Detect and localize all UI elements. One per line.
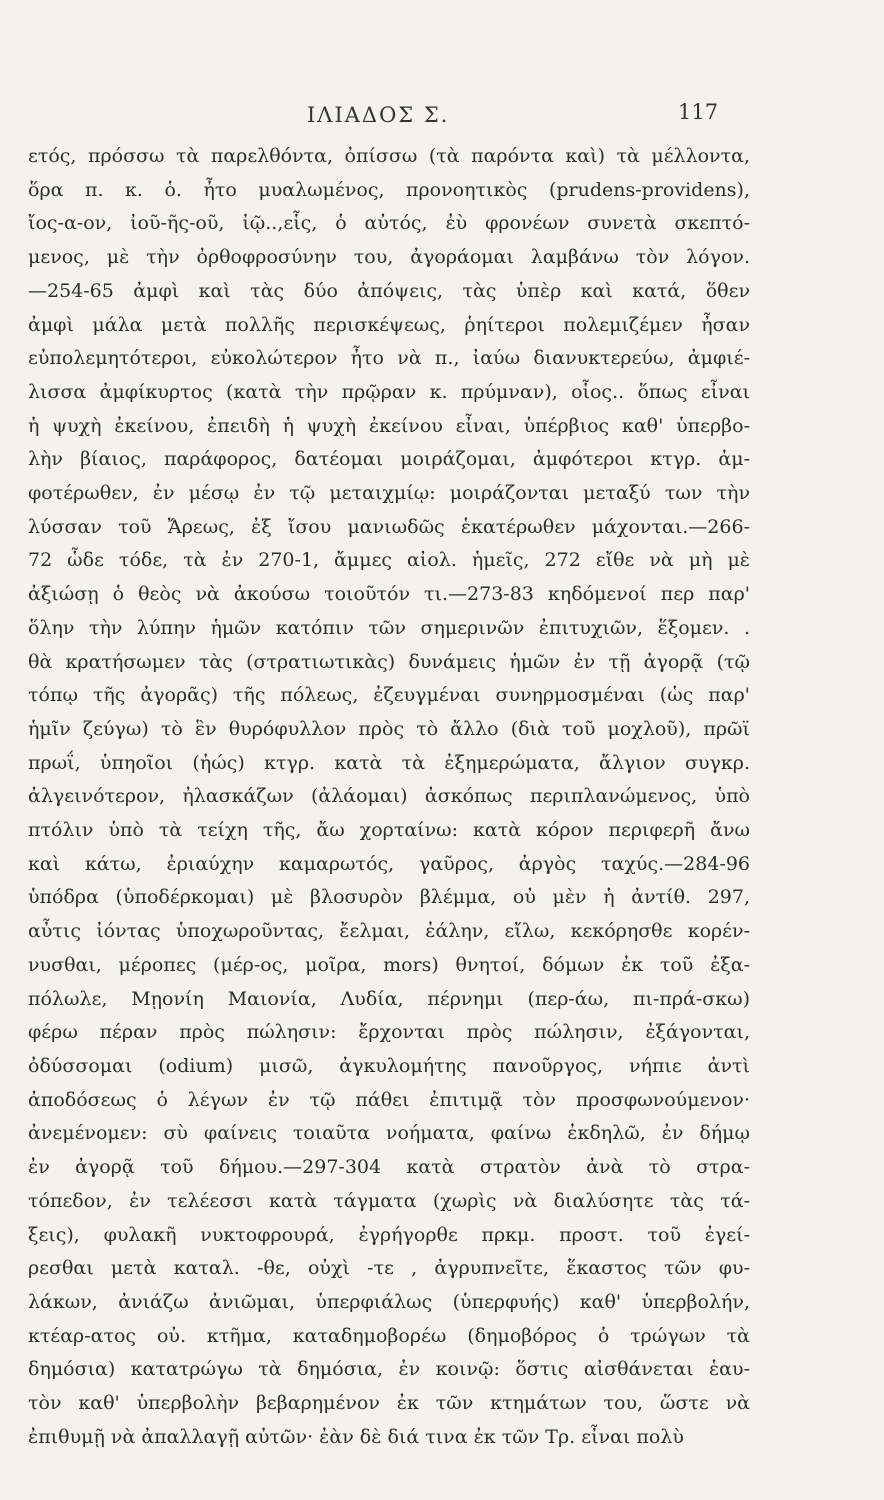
page-number: 117 (678, 100, 719, 124)
text-line: πτόλιν ὑπὸ τὰ τείχη τῆς, ἄω χορταίνω: κατὰ κόρον περιφερῆ ἄνω (28, 819, 750, 842)
running-title: ΙΛΙΑΔΟΣ Σ. (307, 103, 450, 127)
commentary-text (28, 140, 750, 1454)
text-line: λισσα ἀμφίκυρτος (κατὰ τὴν πρῷραν κ. πρύμναν), οἷος.. ὅπως εἶναι (28, 380, 750, 403)
text-line: τὸν καθ' ὑπερβολὴν βεβαρημένον ἐκ τῶν κτημάτων του, ὥστε νὰ (28, 1392, 750, 1415)
text-line: ἀνεμένομεν: σὺ φαίνεις τοιαῦτα νοήματα, φαίνω ἐκδηλῶ, ἐν δήμῳ (28, 1122, 750, 1145)
text-line: ἀλγεινότερον, ἠλασκάζων (ἀλάομαι) ἀσκόπως περιπλανώμενος, ὑπὸ (28, 785, 750, 808)
text-line: νυσθαι, μέροπες (μέρ-ος, μοῖρα, mors) θνητοί, δόμων ἐκ τοῦ ἐξα- (28, 953, 750, 976)
text-line: ὅλην τὴν λύπην ἡμῶν κατόπιν τῶν σημερινῶν ἐπιτυχιῶν, ἕξομεν. . (28, 616, 750, 639)
text-line: πόλωλε, Μῃονίη Μαιονία, Λυδία, πέρνημι (περ-άω, πι-πρά-σκω) (28, 987, 750, 1010)
text-line: θὰ κρατήσωμεν τὰς (στρατιωτικὰς) δυνάμεις ἡμῶν ἐν τῇ ἀγορᾷ (τῷ (28, 650, 750, 673)
text-line: κτέαρ-ατος οὐ. κτῆμα, καταδημοβορέω (δημοβόρος ὁ τρώγων τὰ (28, 1324, 750, 1347)
text-line: μενος, μὲ τὴν ὀρθοφροσύνην του, ἀγοράομαι λαμβάνω τὸν λόγον. (28, 246, 750, 269)
text-line: ἐν ἀγορᾷ τοῦ δήμου.—297-304 κατὰ στρατὸν ἀνὰ τὸ στρα- (28, 1156, 750, 1179)
text-line: ἐπιθυμῇ νὰ ἀπαλλαγῇ αὐτῶν· ἐὰν δὲ διά τινα ἐκ τῶν Τρ. εἶναι πολὺ (28, 1425, 684, 1448)
text-line: ὅρα π. κ. ὁ. ἦτο μυαλωμένος, προνοητικὸς (prudens-providens), (28, 178, 750, 201)
text-line: ὑπόδρα (ὑποδέρκομαι) μὲ βλοσυρὸν βλέμμα, οὐ μὲν ἡ ἀντίθ. 297, (28, 886, 750, 909)
text-line: τόπεδον, ἐν τελέεσσι κατὰ τάγματα (χωρὶς νὰ διαλύσητε τὰς τά- (28, 1189, 750, 1212)
text-line: αὖτις ἰόντας ὑποχωροῦντας, ἔελμαι, ἐάλην, εἴλω, κεκόρησθε κορέν- (28, 920, 750, 943)
text-line: φοτέρωθεν, ἐν μέσῳ ἐν τῷ μεταιχμίῳ: μοιράζονται μεταξύ των τὴν (28, 482, 750, 505)
text-line: ὀδύσσομαι (odium) μισῶ, ἀγκυλομήτης πανοῦργος, νήπιε ἀντὶ (28, 1054, 750, 1077)
text-line: ρεσθαι μετὰ καταλ. -θε, οὐχὶ -τε , ἀγρυπνεῖτε, ἕκαστος τῶν φυ- (28, 1257, 750, 1280)
text-line: ἡ ψυχὴ ἐκείνου, ἐπειδὴ ἡ ψυχὴ ἐκείνου εἶναι, ὑπέρβιος καθ' ὑπερβο- (28, 414, 750, 437)
text-line: καὶ κάτω, ἐριαύχην καμαρωτός, γαῦρος, ἀργὸς ταχύς.—284-96 (28, 852, 750, 875)
text-line: 72 ὧδε τόδε, τὰ ἐν 270-1, ἄμμες αἰολ. ἡμεῖς, 272 εἴθε νὰ μὴ μὲ (28, 549, 750, 572)
text-line: ξεις), φυλακῆ νυκτοφρουρά, ἐγρήγορθε πρκμ. προστ. τοῦ ἐγεί- (28, 1223, 750, 1246)
text-line: φέρω πέραν πρὸς πώλησιν: ἔρχονται πρὸς πώλησιν, ἐξάγονται, (28, 1021, 750, 1044)
text-line: πρωΐ, ὑπηοῖοι (ἠώς) κτγρ. κατὰ τὰ ἐξημερώματα, ἄλγιον συγκρ. (28, 751, 750, 774)
text-line: ετός, πρόσσω τὰ παρελθόντα, ὀπίσσω (τὰ παρόντα καὶ) τὰ μέλλοντα, (28, 145, 750, 167)
text-line: λύσσαν τοῦ Ἄρεως, ἐξ ἴσου μανιωδῶς ἑκατέρωθεν μάχονται.—266- (28, 515, 750, 538)
text-line: ἀμφὶ μάλα μετὰ πολλῆς περισκέψεως, ῥηίτεροι πολεμιζέμεν ἦσαν (28, 313, 750, 336)
text-line: ἀξιώσῃ ὁ θεὸς νὰ ἀκούσω τοιοῦτόν τι.—273-83 κηδόμενοί περ παρ' (28, 583, 750, 606)
text-line: εὐπολεμητότεροι, εὐκολώτερον ἦτο νὰ π., ἰαύω διανυκτερεύω, ἀμφιέ- (28, 347, 750, 370)
page-header (0, 100, 884, 143)
text-line: ἴος-α-ον, ἰοῦ-ῆς-οῦ, ἰῷ..,εἷς, ὁ αὐτός, ἐὺ φρονέων συνετὰ σκεπτό- (28, 212, 750, 235)
text-line: δημόσια) κατατρώγω τὰ δημόσια, ἐν κοινῷ: ὅστις αἰσθάνεται ἑαυ- (28, 1358, 750, 1381)
text-line: λάκων, ἀνιάζω ἀνιῶμαι, ὑπερφιάλως (ὑπερφυής) καθ' ὑπερβολήν, (28, 1290, 750, 1313)
text-line: ἡμῖν ζεύγω) τὸ ἓν θυρόφυλλον πρὸς τὸ ἄλλο (διὰ τοῦ μοχλοῦ), πρῶϊ (28, 717, 750, 740)
text-line: λὴν βίαιος, παράφορος, δατέομαι μοιράζομαι, ἀμφότεροι κτγρ. ἀμ- (28, 448, 750, 471)
text-line: τόπῳ τῆς ἀγορᾶς) τῆς πόλεως, ἐζευγμέναι συνηρμοσμέναι (ὡς παρ' (28, 684, 750, 707)
text-line: ἀποδόσεως ὁ λέγων ἐν τῷ πάθει ἐπιτιμᾷ τὸν προσφωνούμενον· (28, 1088, 750, 1111)
text-line: —254-65 ἀμφὶ καὶ τὰς δύο ἀπόψεις, τὰς ὑπὲρ καὶ κατά, ὅθεν (28, 279, 750, 302)
